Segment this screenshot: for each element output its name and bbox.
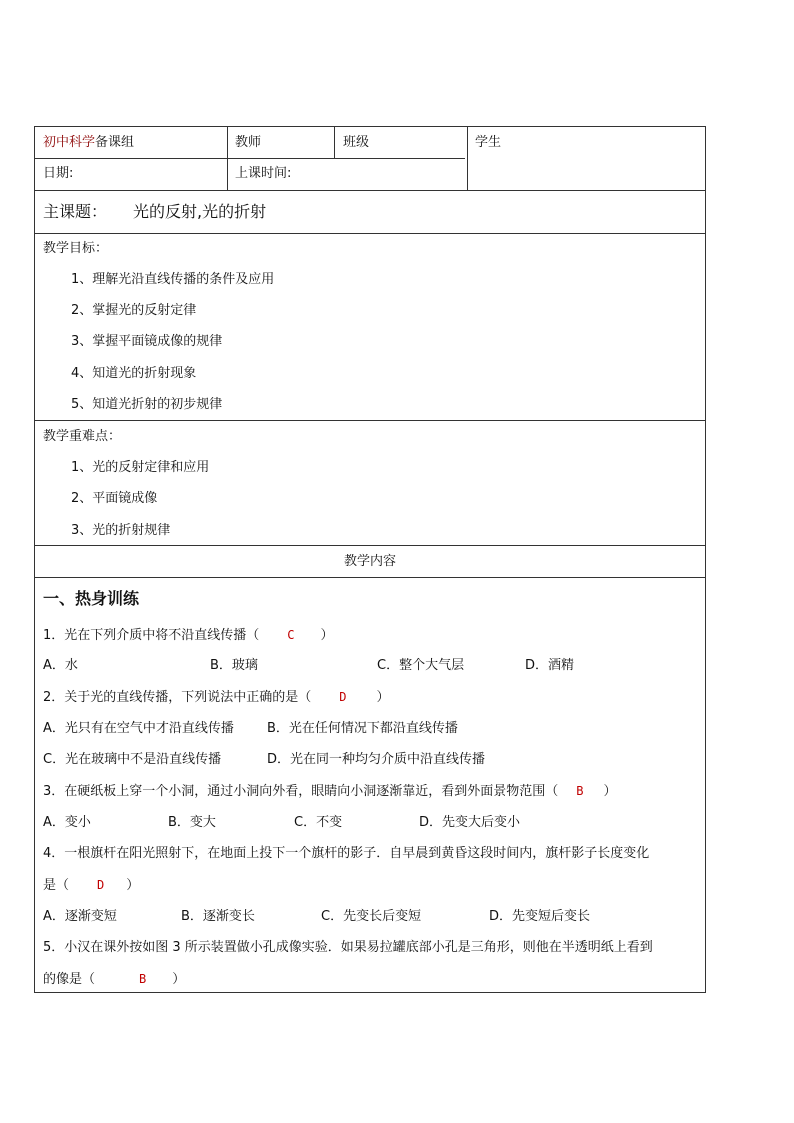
class-time-label: 上课时间: [235, 166, 292, 181]
question-2 [43, 688, 390, 707]
key-point-item: 1、光的反射定律和应用 [71, 460, 210, 475]
question-stem: 2．关于光的直线传播，下列说法中正确的是（ [43, 690, 312, 705]
option: B．玻璃 [210, 658, 258, 673]
topic-title: 光的反射,光的折射 [133, 202, 267, 221]
option: D．先变大后变小 [419, 815, 521, 830]
objective-item: 1、理解光沿直线传播的条件及应用 [71, 272, 275, 287]
key-point-item: 2、平面镜成像 [71, 491, 158, 506]
answer: B [139, 972, 147, 986]
option: B．变大 [168, 815, 216, 830]
question-stem: 的像是（ [43, 972, 96, 987]
section-title: 一、热身训练 [43, 589, 140, 608]
student-label: 学生 [475, 135, 502, 150]
question-1 [43, 626, 334, 645]
group-suffix: 备课组 [95, 135, 135, 150]
question-5-line-1: 5．小汉在课外按如图 3 所示装置做小孔成像实验．如果易拉罐底部小孔是三角形，则他在半透明纸上看到 [43, 940, 653, 955]
objective-item: 4、知道光的折射现象 [71, 366, 197, 381]
col-divider [227, 127, 228, 190]
option: D．先变短后变长 [489, 909, 591, 924]
question-close: ） [172, 972, 186, 987]
option: C．先变长后变短 [321, 909, 422, 924]
option: C．不变 [294, 815, 343, 830]
option: A．变小 [43, 815, 91, 830]
topic-label: 主课题： [43, 202, 108, 221]
option: B．光在任何情况下都沿直线传播 [267, 721, 458, 736]
group-name [43, 134, 134, 152]
objective-item: 5、知道光折射的初步规律 [71, 397, 223, 412]
question-4-line-1: 4．一根旗杆在阳光照射下，在地面上投下一个旗杆的影子．自早晨到黄昏这段时间内，旗杆影子长度变化 [43, 846, 650, 861]
option: C．光在玻璃中不是沿直线传播 [43, 752, 222, 767]
option: A．水 [43, 658, 78, 673]
question-5-line-2 [43, 970, 185, 989]
teacher-label: 教师 [235, 135, 262, 150]
row-divider [35, 420, 705, 421]
col-divider [467, 127, 468, 190]
key-points-heading: 教学重难点： [43, 429, 122, 444]
option: A．光只有在空气中才沿直线传播 [43, 721, 234, 736]
option: A．逐渐变短 [43, 909, 117, 924]
option: D．酒精 [525, 658, 575, 673]
question-4-line-2 [43, 876, 139, 895]
objectives-heading: 教学目标： [43, 241, 109, 256]
question-3 [43, 782, 617, 801]
row-divider [35, 577, 705, 578]
answer: D [97, 878, 105, 892]
question-close: ） [603, 784, 617, 799]
row-divider [35, 158, 465, 159]
date-label: 日期: [43, 166, 74, 181]
question-close: ） [376, 690, 390, 705]
question-stem: 1．光在下列介质中将不沿直线传播（ [43, 628, 260, 643]
content-heading: 教学内容 [343, 554, 396, 569]
lesson-plan-table [34, 126, 706, 993]
question-stem: 3．在硬纸板上穿一个小洞，通过小洞向外看，眼睛向小洞逐渐靠近，看到外面景物范围（ [43, 784, 559, 799]
row-divider [35, 233, 705, 234]
option: B．逐渐变长 [181, 909, 255, 924]
objective-item: 3、掌握平面镜成像的规律 [71, 334, 223, 349]
question-stem: 是（ [43, 878, 70, 893]
group-prefix: 初中科学 [43, 135, 96, 150]
answer: B [576, 784, 584, 798]
key-point-item: 3、光的折射规律 [71, 523, 171, 538]
class-label: 班级 [343, 135, 370, 150]
option: C．整个大气层 [377, 658, 465, 673]
answer: D [339, 690, 347, 704]
option: D．光在同一种均匀介质中沿直线传播 [267, 752, 486, 767]
row-divider [35, 545, 705, 546]
answer: C [287, 628, 295, 642]
col-divider [334, 127, 335, 158]
row-divider [35, 190, 705, 191]
objective-item: 2、掌握光的反射定律 [71, 303, 197, 318]
question-close: ） [126, 878, 140, 893]
question-close: ） [320, 628, 334, 643]
